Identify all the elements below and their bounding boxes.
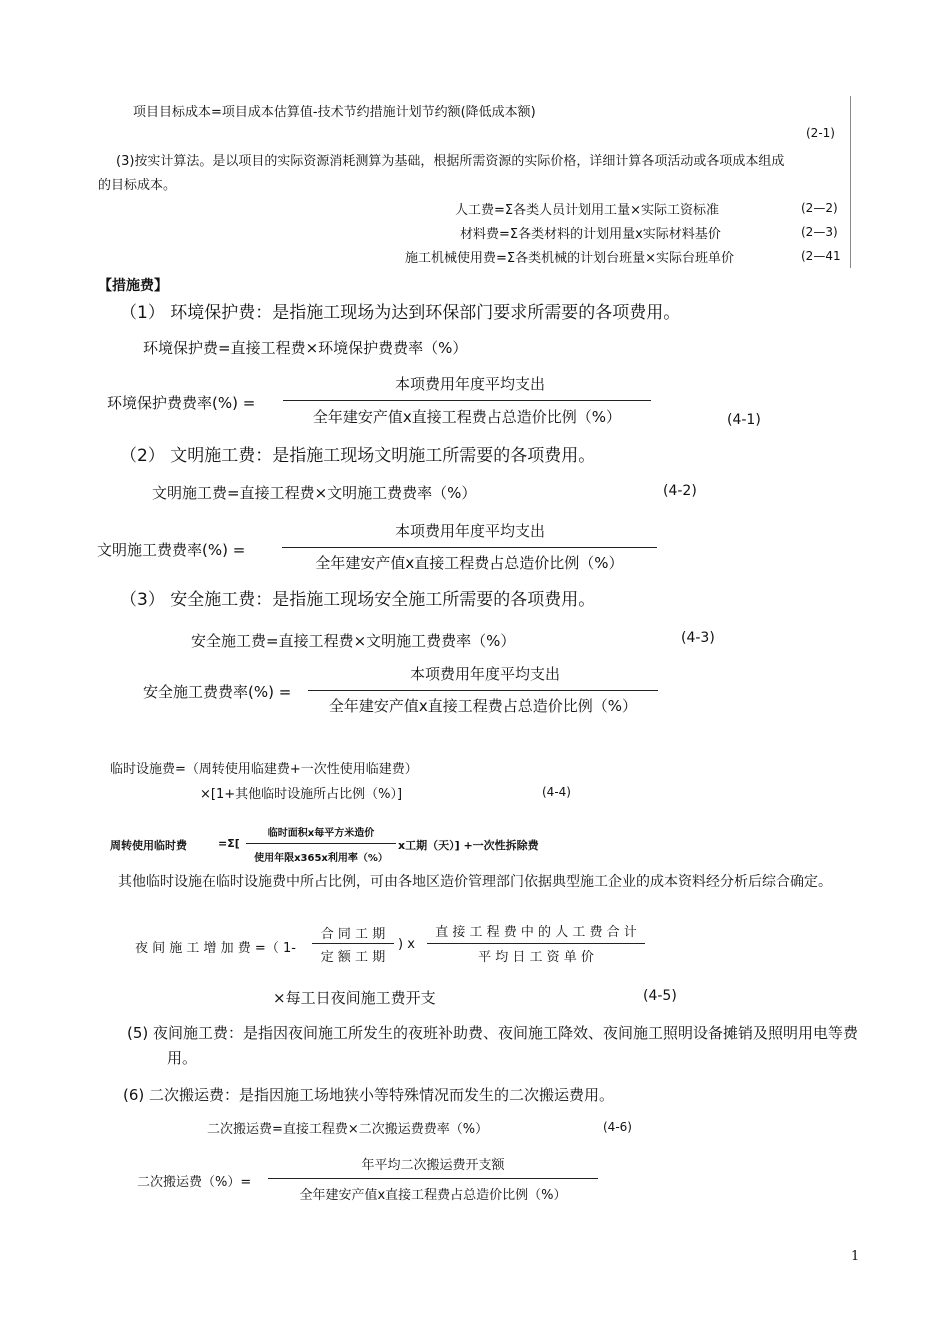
- temp-line1: 临时设施费=（周转使用临建费+一次性使用临建费）: [110, 762, 418, 777]
- turnover-numerator: 临时面积x每平方米造价: [267, 828, 375, 839]
- margin-rule: [850, 96, 851, 268]
- night-frac1-den: 定 额 工 期: [320, 950, 386, 965]
- method3-line1: (3)按实计算法。是以项目的实际资源消耗测算为基础，根据所需资源的实际价格，详细计算各项活动或各项成本组成: [116, 154, 785, 169]
- turnover-label: 周转使用临时费: [110, 839, 187, 852]
- second-denominator: 全年建安产值x直接工程费占总造价比例（%）: [299, 1188, 567, 1203]
- labor-formula: 人工费=Σ各类人员计划用工量×实际工资标准: [455, 203, 719, 218]
- env-rate-label: 环境保护费费率(%) =: [107, 394, 256, 412]
- civil-heading: （2） 文明施工费：是指施工现场文明施工所需要的各项费用。: [120, 446, 596, 466]
- material-formula: 材料费=Σ各类材料的计划用量x实际材料基价: [460, 227, 721, 242]
- civil-denominator: 全年建安产值x直接工程费占总造价比例（%）: [315, 554, 624, 572]
- civil-rate-label: 文明施工费费率(%) =: [97, 541, 246, 559]
- eq-2-4: (2—41: [801, 249, 841, 263]
- night-line2: ×每工日夜间施工费开支: [273, 989, 436, 1007]
- night-frac2-den: 平 均 日 工 资 单 价: [478, 950, 594, 965]
- section-title: 【措施费】: [98, 278, 168, 294]
- env-denominator: 全年建安产值x直接工程费占总造价比例（%）: [312, 408, 622, 426]
- safety-denominator: 全年建安产值x直接工程费占总造价比例（%）: [328, 697, 638, 715]
- civil-formula: 文明施工费=直接工程费×文明施工费费率（%）: [152, 484, 477, 502]
- civil-fraction-line: [282, 547, 657, 548]
- turnover-suffix: x工期（天）] +一次性拆除费: [398, 839, 539, 852]
- second-formula: 二次搬运费=直接工程费×二次搬运费费率（%）: [207, 1122, 489, 1137]
- night-frac1-line: [312, 943, 394, 944]
- civil-eq: (4-2): [663, 483, 697, 499]
- second-fraction-line: [268, 1178, 598, 1179]
- item5-line2: 用。: [167, 1049, 198, 1067]
- safety-rate-label: 安全施工费费率(%) =: [143, 683, 292, 701]
- item6: (6) 二次搬运费：是指因施工场地狭小等特殊情况而发生的二次搬运费用。: [123, 1086, 615, 1104]
- env-formula: 环境保护费=直接工程费×环境保护费费率（%）: [143, 339, 468, 357]
- eq-2-2: (2—2): [801, 201, 838, 215]
- night-frac2-num: 直 接 工 程 费 中 的 人 工 费 合 计: [435, 925, 637, 940]
- safety-fraction-line: [308, 690, 658, 691]
- night-eq: (4-5): [643, 988, 677, 1004]
- night-frac2-line: [427, 943, 645, 944]
- env-heading: （1） 环境保护费：是指施工现场为达到环保部门要求所需要的各项费用。: [120, 303, 681, 323]
- second-numerator: 年平均二次搬运费开支额: [361, 1158, 505, 1173]
- eq-2-1: (2-1): [806, 126, 835, 140]
- night-frac1-num: 合 同 工 期: [320, 927, 386, 942]
- second-rate-label: 二次搬运费（%）=: [137, 1175, 252, 1190]
- formula-2-1: 项目目标成本=项目成本估算值-技术节约措施计划节约额(降低成本额): [133, 105, 536, 120]
- turnover-denominator: 使用年限x365x利用率（%）: [254, 853, 388, 864]
- method3-line2: 的目标成本。: [98, 178, 177, 193]
- second-eq: (4-6): [603, 1120, 632, 1134]
- safety-heading: （3） 安全施工费：是指施工现场安全施工所需要的各项费用。: [120, 590, 596, 610]
- temp-eq: (4-4): [542, 785, 571, 799]
- safety-eq: (4-3): [681, 630, 715, 646]
- temp-note: 其他临时设施在临时设施费中所占比例，可由各地区造价管理部门依据典型施工企业的成本资料经分析后综合确定。: [118, 874, 832, 890]
- item5-line1: (5) 夜间施工费：是指因夜间施工所发生的夜班补助费、夜间施工降效、夜间施工照明设备摊销及照明用电等费: [127, 1024, 859, 1042]
- night-label: 夜 间 施 工 增 加 费 =（ 1-: [135, 941, 296, 956]
- turnover-sum: =Σ[: [218, 837, 240, 850]
- turnover-fraction-line: [246, 843, 396, 844]
- safety-formula: 安全施工费=直接工程费×文明施工费费率（%）: [191, 632, 516, 650]
- machine-formula: 施工机械使用费=Σ各类机械的计划台班量×实际台班单价: [405, 251, 734, 266]
- eq-2-3: (2—3): [801, 225, 838, 239]
- civil-numerator: 本项费用年度平均支出: [394, 522, 545, 540]
- env-eq: (4-1): [727, 412, 761, 428]
- safety-numerator: 本项费用年度平均支出: [409, 665, 560, 683]
- env-numerator: 本项费用年度平均支出: [394, 375, 545, 393]
- temp-line2: ×[1+其他临时设施所占比例（%）]: [200, 787, 403, 802]
- page-number: 1: [851, 1249, 860, 1264]
- env-fraction-line: [283, 400, 651, 401]
- night-paren-x: ) x: [398, 937, 415, 952]
